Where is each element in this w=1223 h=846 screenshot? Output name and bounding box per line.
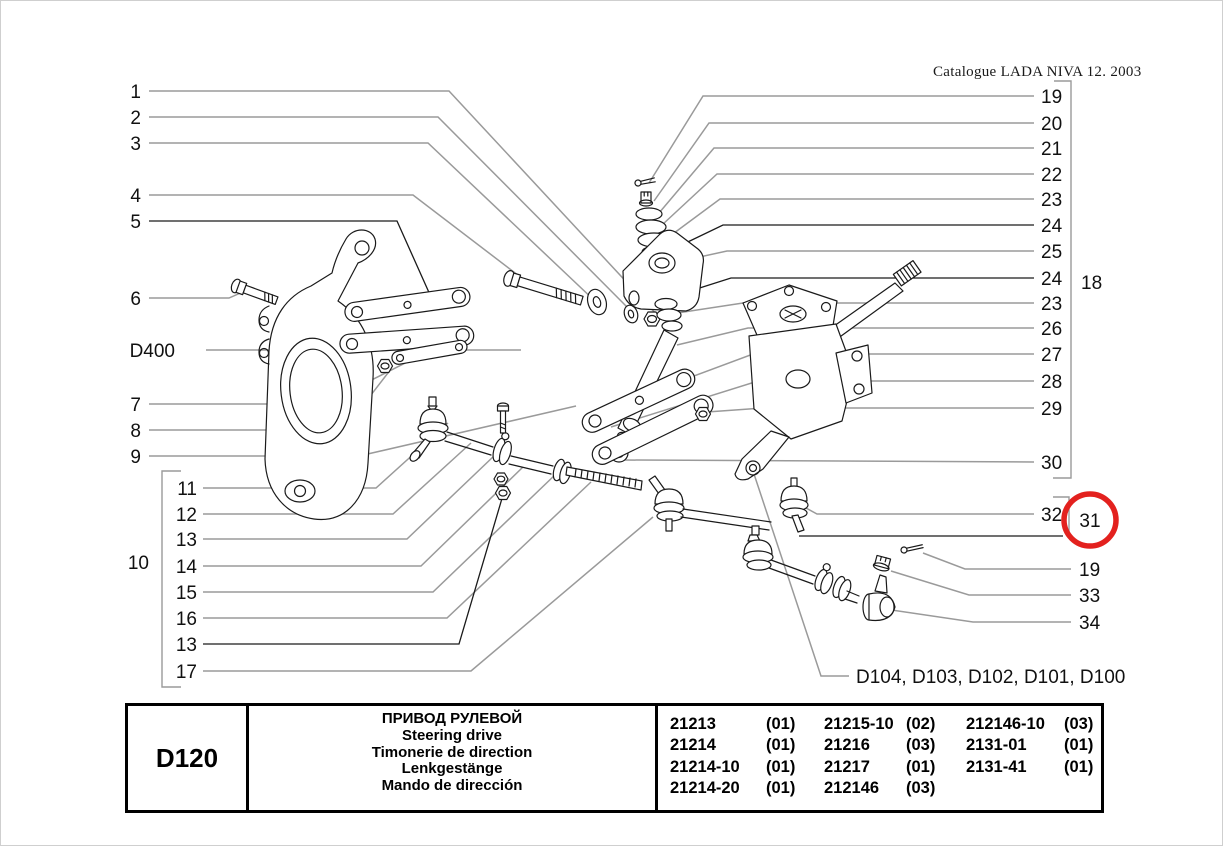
part-number: 2131-01 [966, 736, 1027, 755]
drag-link-tube [769, 560, 815, 584]
part-number-row [670, 757, 824, 778]
part-number: 21213 [670, 715, 716, 733]
callout-31: 31 [1079, 511, 1101, 532]
callout-14: 14 [175, 557, 197, 578]
part-qty: (02) [906, 715, 936, 733]
part-number-row [824, 757, 966, 778]
callout-22: 22 [1041, 165, 1063, 186]
part-number-row [824, 714, 966, 735]
part-drag-link-end-left [743, 526, 773, 570]
part-number-row [966, 757, 1101, 778]
callout-7: 7 [130, 395, 141, 416]
part-number: 2131-41 [966, 757, 1027, 776]
leader-line [672, 251, 1034, 263]
leader-line [203, 517, 653, 671]
part-nut [378, 360, 393, 373]
part-number: 212146-10 [966, 715, 1045, 733]
part-number-row [966, 714, 1101, 735]
part-nut [496, 487, 511, 500]
title-line: ПРИВОД РУЛЕВОЙ [381, 710, 523, 727]
callout-28: 28 [1041, 372, 1063, 393]
leader-line [149, 91, 659, 317]
callout-16: 16 [175, 609, 197, 630]
part-castle-nut [873, 555, 892, 572]
parts-column [966, 714, 1101, 810]
callout-17: 17 [175, 662, 197, 683]
callout-27: 27 [1041, 345, 1063, 366]
part-group-title [249, 706, 658, 810]
leader-line [885, 609, 1071, 622]
part-number-row [670, 714, 824, 735]
callout-2: 2 [130, 108, 141, 129]
callout-3: 3 [130, 134, 141, 155]
leader-line [923, 553, 1071, 569]
callout-5: 5 [130, 212, 141, 233]
title-line: Steering drive [401, 726, 503, 744]
callout-34: 34 [1079, 613, 1101, 634]
leader-line [649, 96, 1034, 183]
callout-20: 20 [1041, 114, 1063, 135]
leader-line [149, 117, 631, 311]
callout-8: 8 [130, 421, 141, 442]
part-steering-arm-upper [344, 286, 471, 322]
part-bolt-vertical [498, 403, 509, 433]
part-number: 21217 [824, 757, 870, 776]
part-qty: (01) [766, 778, 796, 797]
callout-30: 30 [1041, 453, 1063, 474]
group-code: D120 [128, 706, 249, 810]
callout-23: 23 [1041, 294, 1063, 315]
part-clamp [490, 431, 515, 466]
leader-line [665, 278, 1034, 299]
part-qty: (01) [766, 736, 796, 755]
callout-29: 29 [1041, 399, 1063, 420]
leader-line [891, 571, 1071, 595]
leader-line [677, 328, 1034, 345]
callout-19: 19 [1079, 560, 1101, 581]
leader-line [651, 303, 1034, 317]
callout-6: 6 [130, 289, 141, 310]
part-number: 212146 [824, 778, 880, 797]
leader-line [149, 143, 597, 303]
part-number-row [670, 735, 824, 756]
callout-1: 1 [130, 82, 141, 103]
part-washer [584, 287, 609, 317]
leader-line [203, 482, 591, 618]
title-line: Mando de dirección [381, 777, 523, 795]
part-qty: (01) [1064, 757, 1094, 776]
parts-columns [658, 706, 1101, 810]
part-nut [494, 473, 508, 485]
callout-19: 19 [1041, 87, 1063, 108]
part-number: 21214-20 [670, 778, 740, 797]
callout-24: 24 [1041, 269, 1063, 290]
callout-15: 15 [175, 583, 197, 604]
part-qty: (03) [906, 736, 936, 755]
part-qty: (01) [1064, 736, 1094, 755]
title-line: Timonerie de direction [371, 743, 533, 761]
part-bolt-long [502, 269, 584, 308]
part-tie-rod-end-right [649, 476, 684, 531]
part-number-row [670, 778, 824, 799]
part-steering-knuckle [259, 230, 376, 519]
catalogue-header-note: Catalogue LADA NIVA 12. 2003 [933, 64, 1142, 80]
part-number-row [824, 735, 966, 756]
callout-13: 13 [175, 530, 197, 551]
part-drag-link-end-right [863, 575, 895, 620]
callout-9: 9 [130, 447, 141, 468]
part-number: 21216 [824, 736, 870, 755]
callout-24: 24 [1041, 216, 1063, 237]
callout-21: 21 [1041, 139, 1063, 160]
callout-11: 11 [177, 479, 197, 500]
part-cotter-pin [900, 542, 923, 554]
part-qty: (01) [906, 757, 936, 776]
part-qty: (03) [1064, 715, 1094, 733]
part-center-ball-joint [780, 478, 808, 532]
callout-d400: D400 [129, 341, 175, 362]
part-tie-rod-end-left [408, 397, 448, 463]
leader-line [149, 291, 245, 298]
leader-line [623, 460, 1034, 462]
splined-shaft-end [893, 261, 921, 286]
callout-33: 33 [1079, 586, 1101, 607]
part-number: 21214-10 [670, 757, 740, 776]
callout-32: 32 [1041, 505, 1063, 526]
part-number: 21214 [670, 736, 716, 755]
callout-d104-d103-d102-d101-d100: D104, D103, D102, D101, D100 [856, 667, 1126, 688]
leader-line [203, 495, 503, 644]
parts-column [670, 714, 824, 810]
parts-column [824, 714, 966, 810]
callout-4: 4 [130, 186, 141, 207]
part-bolt [230, 278, 279, 307]
leader-line [666, 199, 1034, 239]
part-clamp [830, 575, 853, 602]
part-castle-nut [640, 192, 653, 206]
part-qty: (01) [766, 715, 796, 733]
part-threaded-rod [566, 467, 642, 490]
leader-line [149, 221, 431, 297]
callout-18: 18 [1081, 273, 1103, 294]
part-number-row [966, 735, 1101, 756]
part-number: 21215-10 [824, 715, 894, 733]
callout-10: 10 [127, 553, 149, 574]
callout-12: 12 [175, 505, 197, 526]
part-nut [696, 408, 711, 421]
leader-line [669, 225, 1034, 251]
part-number-row [824, 778, 966, 799]
leader-line [795, 502, 1034, 514]
tie-rod-tube [445, 432, 493, 455]
leader-line [654, 123, 1034, 201]
parts-table [125, 703, 1104, 813]
callout-25: 25 [1041, 242, 1063, 263]
callout-26: 26 [1041, 319, 1063, 340]
part-steering-gearbox [735, 261, 921, 480]
part-qty: (01) [766, 757, 796, 776]
title-line: Lenkgestänge [401, 760, 503, 778]
callout-23: 23 [1041, 190, 1063, 211]
tie-rod-tube [509, 456, 553, 474]
callout-13: 13 [175, 635, 197, 656]
parts-artwork [230, 176, 924, 620]
part-qty: (03) [906, 778, 936, 797]
